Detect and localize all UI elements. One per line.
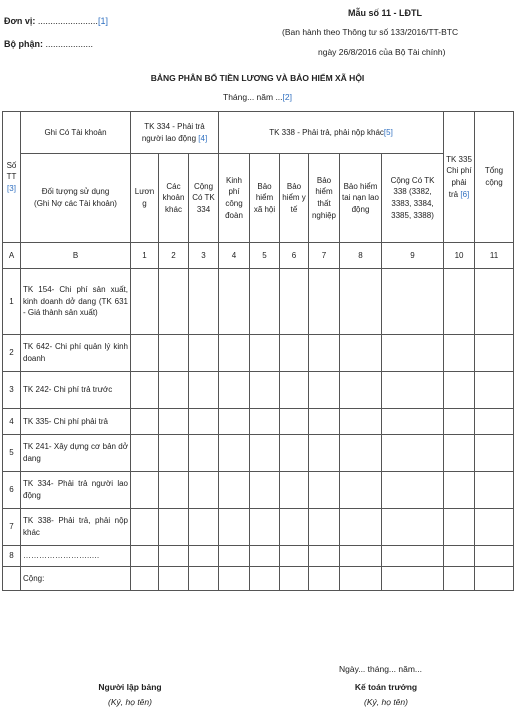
value-cell: [250, 509, 280, 546]
value-cell: [340, 546, 382, 567]
row-number: 7: [3, 509, 21, 546]
value-cell: [382, 409, 444, 435]
value-cell: [382, 335, 444, 372]
value-cell: [219, 335, 250, 372]
header-cong-338: Cộng Có TK 338 (3382, 3383, 3384, 3385, 3388): [382, 154, 444, 243]
value-cell: [340, 567, 382, 591]
value-cell: [340, 372, 382, 409]
value-cell: [219, 435, 250, 472]
value-cell: [250, 546, 280, 567]
value-cell: [382, 509, 444, 546]
table-row: [3, 269, 514, 335]
value-cell: [475, 472, 514, 509]
value-cell: [309, 509, 340, 546]
value-cell: [340, 335, 382, 372]
value-cell: [131, 335, 159, 372]
value-cell: [219, 567, 250, 591]
header-stt-note: [3]: [7, 183, 16, 193]
value-cell: [280, 509, 309, 546]
month-text: Tháng... năm ...: [223, 92, 283, 102]
table-row: [3, 567, 514, 591]
row-description: TK 335- Chi phí phải trả: [21, 409, 131, 435]
value-cell: [280, 335, 309, 372]
value-cell: [444, 335, 475, 372]
value-cell: [280, 269, 309, 335]
value-cell: [189, 472, 219, 509]
row-number: 8: [3, 546, 21, 567]
value-cell: [309, 472, 340, 509]
value-cell: [340, 409, 382, 435]
value-cell: [280, 409, 309, 435]
value-cell: [444, 546, 475, 567]
value-cell: [309, 409, 340, 435]
col-code: 6: [280, 243, 309, 269]
value-cell: [131, 567, 159, 591]
dept-label: Bộ phận:: [4, 39, 43, 49]
header-khoan-khac: Các khoản khác: [159, 154, 189, 243]
unit-label: Đơn vị:: [4, 16, 36, 26]
value-cell: [444, 472, 475, 509]
header-bhtn: Bảo hiểm thất nghiệp: [309, 154, 340, 243]
value-cell: [189, 269, 219, 335]
value-cell: [340, 435, 382, 472]
value-cell: [159, 567, 189, 591]
row-number: 2: [3, 335, 21, 372]
row-description: Cộng:: [21, 567, 131, 591]
value-cell: [250, 335, 280, 372]
table-row: [3, 409, 514, 435]
col-code: 1: [131, 243, 159, 269]
dept-dots: ...................: [45, 39, 94, 49]
value-cell: [131, 472, 159, 509]
header-tk334: TK 334 - Phải trả người lao động [4]: [131, 112, 219, 154]
value-cell: [444, 509, 475, 546]
value-cell: [250, 269, 280, 335]
header-tk338-note: [5]: [383, 127, 393, 137]
row-number: 6: [3, 472, 21, 509]
value-cell: [159, 509, 189, 546]
allocation-table: [2, 111, 514, 591]
value-cell: [219, 546, 250, 567]
preparer-title: Người lập bảng: [98, 682, 162, 692]
header-cong-334: Cộng Có TK 334: [189, 154, 219, 243]
value-cell: [189, 435, 219, 472]
col-code: 11: [475, 243, 514, 269]
header-stt: Số TT [3]: [3, 112, 21, 243]
form-code: Mẫu số 11 - LĐTL: [348, 8, 423, 18]
value-cell: [159, 435, 189, 472]
value-cell: [159, 472, 189, 509]
value-cell: [280, 372, 309, 409]
table-row: [3, 335, 514, 372]
table-row: [3, 472, 514, 509]
issued-line-2: ngày 26/8/2016 của Bộ Tài chính): [318, 47, 446, 57]
page-title: BẢNG PHÂN BỔ TIỀN LƯƠNG VÀ BẢO HIỂM XÃ HỘI: [150, 73, 365, 83]
value-cell: [280, 546, 309, 567]
data-rows: [3, 269, 514, 591]
preparer-sign: (Ký, họ tên): [108, 697, 152, 707]
value-cell: [444, 269, 475, 335]
value-cell: [219, 269, 250, 335]
value-cell: [309, 335, 340, 372]
row-description: TK 154- Chi phí sản xuất, kinh doanh dở dang (TK 631 - Giá thành sản xuất): [21, 269, 131, 335]
column-code-row: [3, 243, 514, 269]
row-description: ……………………..…: [21, 546, 131, 567]
value-cell: [444, 409, 475, 435]
value-cell: [309, 567, 340, 591]
value-cell: [475, 435, 514, 472]
row-number: 5: [3, 435, 21, 472]
value-cell: [444, 372, 475, 409]
value-cell: [382, 546, 444, 567]
value-cell: [280, 472, 309, 509]
col-code: 10: [444, 243, 475, 269]
value-cell: [382, 269, 444, 335]
row-description: TK 334- Phải trả người lao động: [21, 472, 131, 509]
table-row: [3, 509, 514, 546]
value-cell: [159, 335, 189, 372]
value-cell: [475, 335, 514, 372]
value-cell: [340, 269, 382, 335]
value-cell: [309, 372, 340, 409]
dept-line: [4, 39, 93, 49]
header-debit-sub: (Ghi Nợ các Tài khoản): [34, 199, 117, 208]
value-cell: [340, 472, 382, 509]
col-code: B: [21, 243, 131, 269]
value-cell: [475, 567, 514, 591]
value-cell: [189, 546, 219, 567]
value-cell: [189, 509, 219, 546]
month-note: [2]: [282, 92, 292, 102]
value-cell: [475, 409, 514, 435]
header-row-1: [3, 112, 514, 154]
value-cell: [131, 546, 159, 567]
value-cell: [131, 372, 159, 409]
header-luong: Lương: [131, 154, 159, 243]
row-description: TK 241- Xây dựng cơ bản dở dang: [21, 435, 131, 472]
header-debit-object: Đối tượng sử dụng (Ghi Nợ các Tài khoản): [21, 154, 131, 243]
col-code: 7: [309, 243, 340, 269]
value-cell: [250, 567, 280, 591]
col-code: A: [3, 243, 21, 269]
header-bhyt: Bảo hiểm y tế: [280, 154, 309, 243]
row-description: TK 642- Chi phí quản lý kinh doanh: [21, 335, 131, 372]
header-tk338: TK 338 - Phải trả, phải nộp khác[5]: [219, 112, 444, 154]
value-cell: [340, 509, 382, 546]
value-cell: [219, 509, 250, 546]
header-bhxh: Bảo hiểm xã hội: [250, 154, 280, 243]
value-cell: [309, 546, 340, 567]
value-cell: [219, 372, 250, 409]
value-cell: [280, 435, 309, 472]
unit-dots: ........................: [37, 16, 98, 26]
value-cell: [131, 435, 159, 472]
row-number: [3, 567, 21, 591]
table-row: [3, 372, 514, 409]
value-cell: [309, 435, 340, 472]
table-row: [3, 546, 514, 567]
value-cell: [131, 269, 159, 335]
value-cell: [159, 269, 189, 335]
chief-accountant-title: Kế toán trưởng: [354, 682, 418, 692]
row-description: TK 338- Phải trả, phải nộp khác: [21, 509, 131, 546]
header-tk334-note: [4]: [198, 133, 208, 143]
value-cell: [131, 409, 159, 435]
month-line: [0, 92, 515, 102]
value-cell: [250, 409, 280, 435]
header-tk335-note: [6]: [460, 189, 470, 199]
row-description: TK 242- Chi phí trả trước: [21, 372, 131, 409]
value-cell: [250, 435, 280, 472]
value-cell: [309, 269, 340, 335]
value-cell: [382, 372, 444, 409]
value-cell: [189, 409, 219, 435]
value-cell: [382, 567, 444, 591]
col-code: 5: [250, 243, 280, 269]
value-cell: [444, 567, 475, 591]
unit-line: [4, 16, 108, 26]
value-cell: [159, 409, 189, 435]
value-cell: [189, 567, 219, 591]
value-cell: [475, 509, 514, 546]
value-cell: [250, 372, 280, 409]
row-number: 1: [3, 269, 21, 335]
header-bhtnld: Bảo hiểm tai nạn lao động: [340, 154, 382, 243]
header-tk335: TK 335 Chi phí phải trả [6]: [444, 112, 475, 243]
col-code: 2: [159, 243, 189, 269]
value-cell: [189, 335, 219, 372]
value-cell: [131, 509, 159, 546]
header-credit-accounts: Ghi Có Tài khoản: [21, 112, 131, 154]
value-cell: [189, 372, 219, 409]
col-code: 8: [340, 243, 382, 269]
value-cell: [444, 435, 475, 472]
header-kpcd: Kinh phí công đoàn: [219, 154, 250, 243]
issued-line-1: (Ban hành theo Thông tư số 133/2016/TT-BTC: [282, 27, 459, 37]
row-number: 4: [3, 409, 21, 435]
row-number: 3: [3, 372, 21, 409]
col-code: 4: [219, 243, 250, 269]
value-cell: [475, 269, 514, 335]
header-total: Tổng cộng: [475, 112, 514, 243]
value-cell: [219, 409, 250, 435]
value-cell: [382, 472, 444, 509]
table-row: [3, 435, 514, 472]
value-cell: [219, 472, 250, 509]
value-cell: [382, 435, 444, 472]
header-row-2: [3, 154, 514, 243]
col-code: 9: [382, 243, 444, 269]
value-cell: [280, 567, 309, 591]
value-cell: [475, 546, 514, 567]
value-cell: [159, 372, 189, 409]
chief-accountant-sign: (Ký, họ tên): [364, 697, 408, 707]
value-cell: [250, 472, 280, 509]
col-code: 3: [189, 243, 219, 269]
date-line: Ngày... tháng... năm...: [339, 664, 422, 674]
value-cell: [475, 372, 514, 409]
value-cell: [159, 546, 189, 567]
unit-note: [1]: [97, 16, 108, 26]
